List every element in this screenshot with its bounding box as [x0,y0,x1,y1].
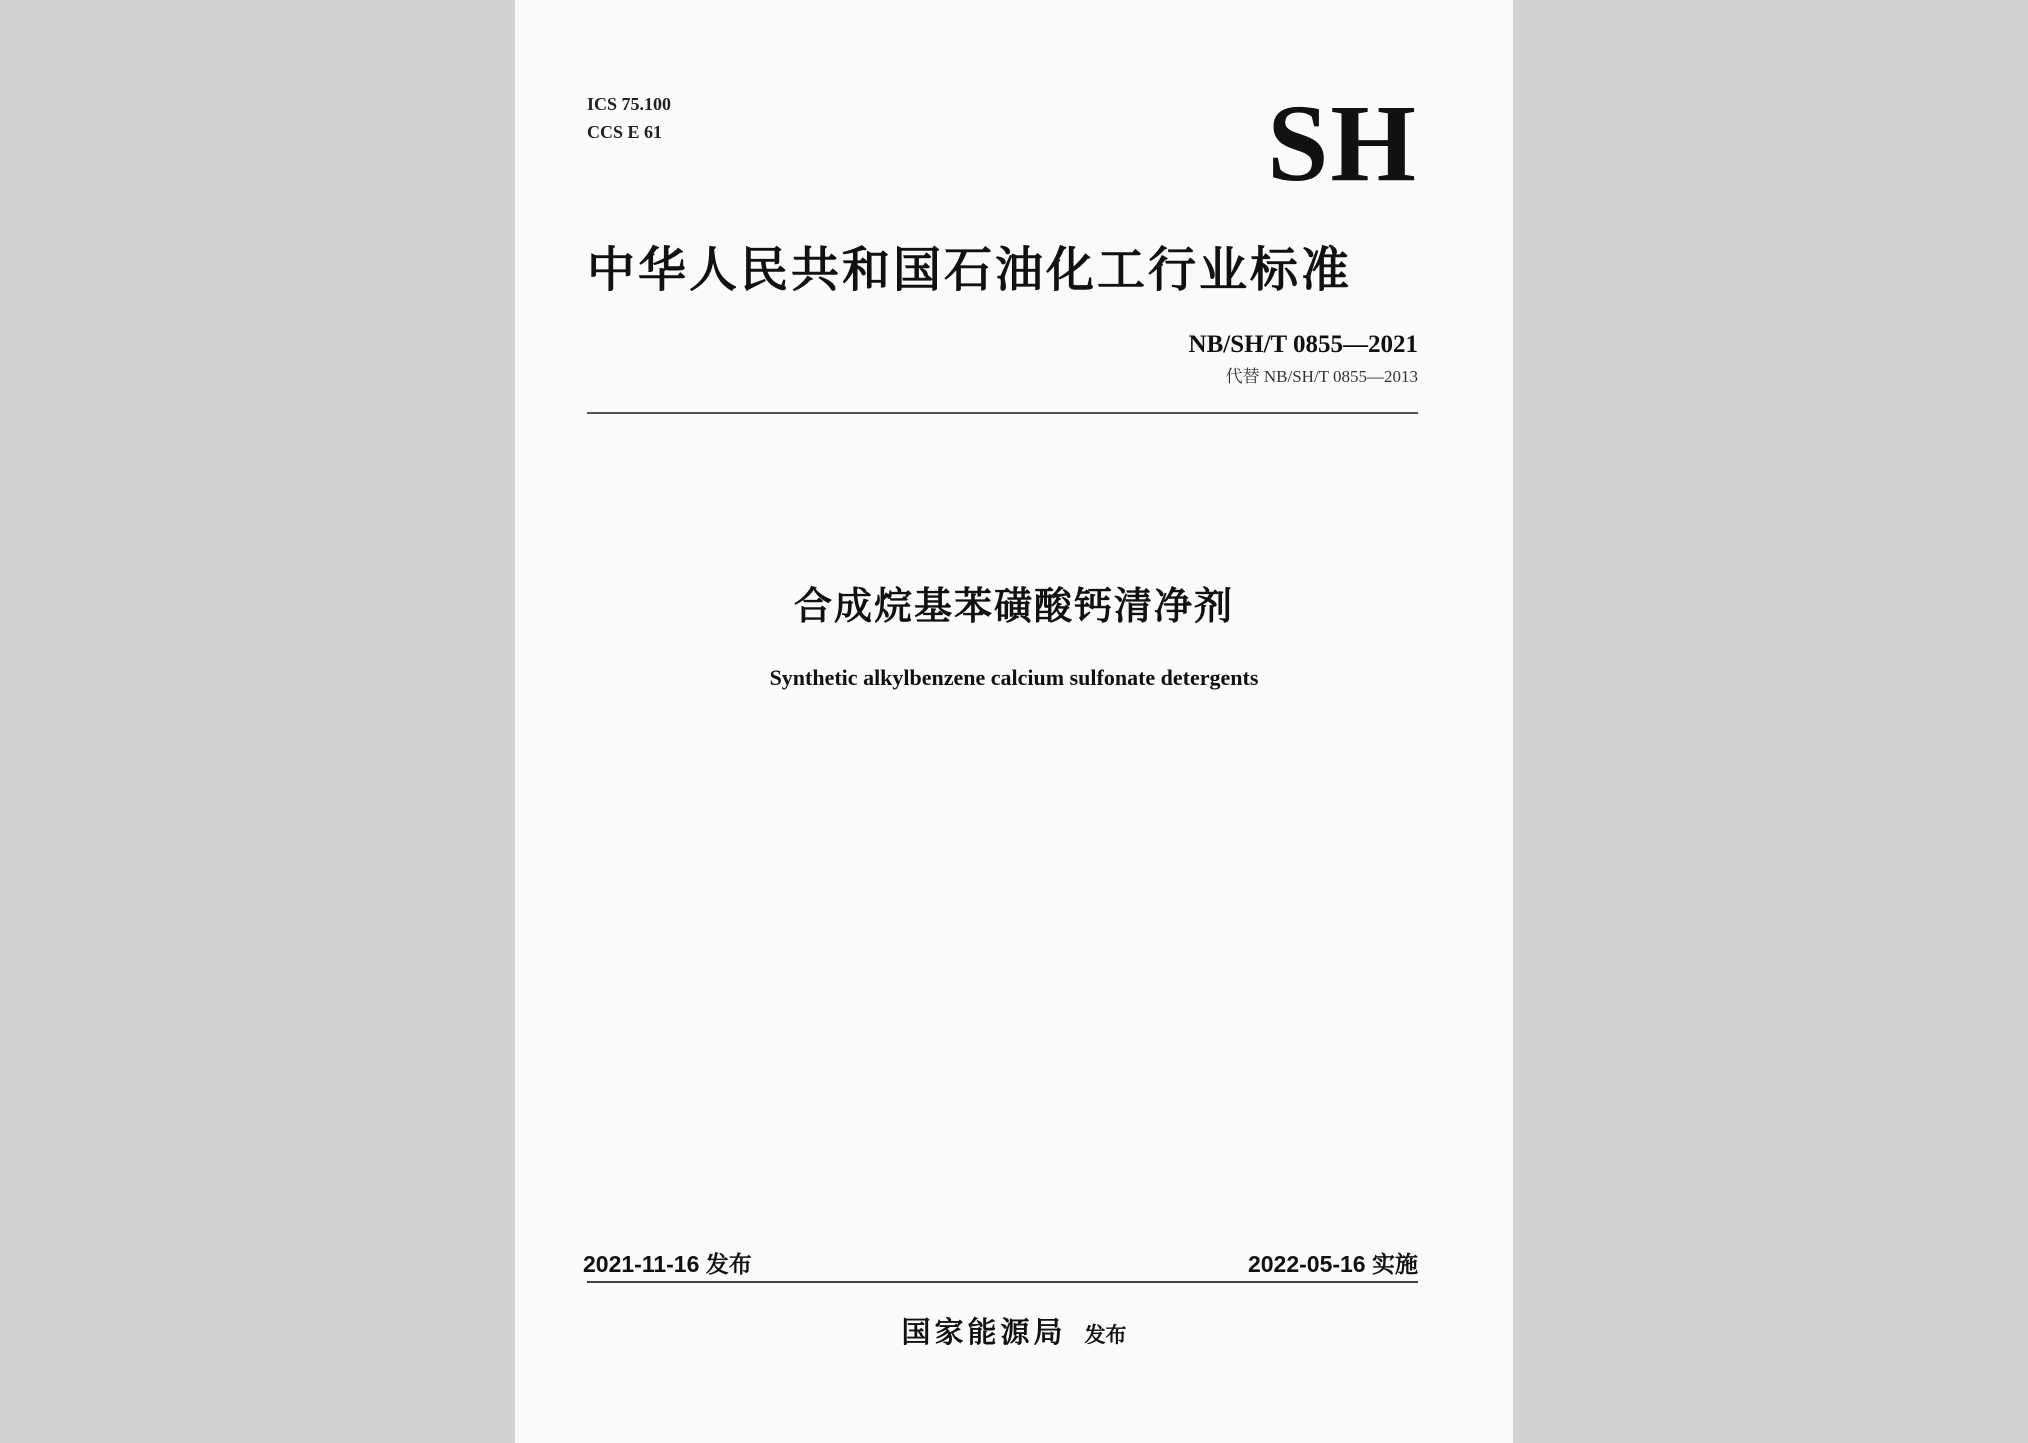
issuer-name: 国家能源局 [901,1315,1067,1349]
standard-number: NB/SH/T 0855—2021 [1188,331,1418,358]
standard-category-title: 中华人民共和国石油化工行业标准 [587,242,1353,298]
document-title-chinese: 合成烷基苯磺酸钙清净剂 [793,584,1234,628]
document-page [515,0,1513,1443]
issuer-suffix: 发布 [1084,1323,1127,1347]
issue-date: 2021-11-16 发布 [583,1251,752,1277]
implementation-date: 2022-05-16 实施 [1247,1251,1418,1277]
issuer-line [515,1310,1513,1351]
sh-logo: SH [1267,82,1418,204]
document-title-english: Synthetic alkylbenzene calcium sulfonate detergents [769,665,1259,690]
replaces-standard: 代替 NB/SH/T 0855—2013 [1225,367,1418,386]
header-divider [587,412,1418,414]
ics-code: ICS 75.100 [587,94,672,114]
ccs-code: CCS E 61 [587,122,663,142]
classification-codes [587,90,671,146]
footer-divider [587,1281,1418,1283]
